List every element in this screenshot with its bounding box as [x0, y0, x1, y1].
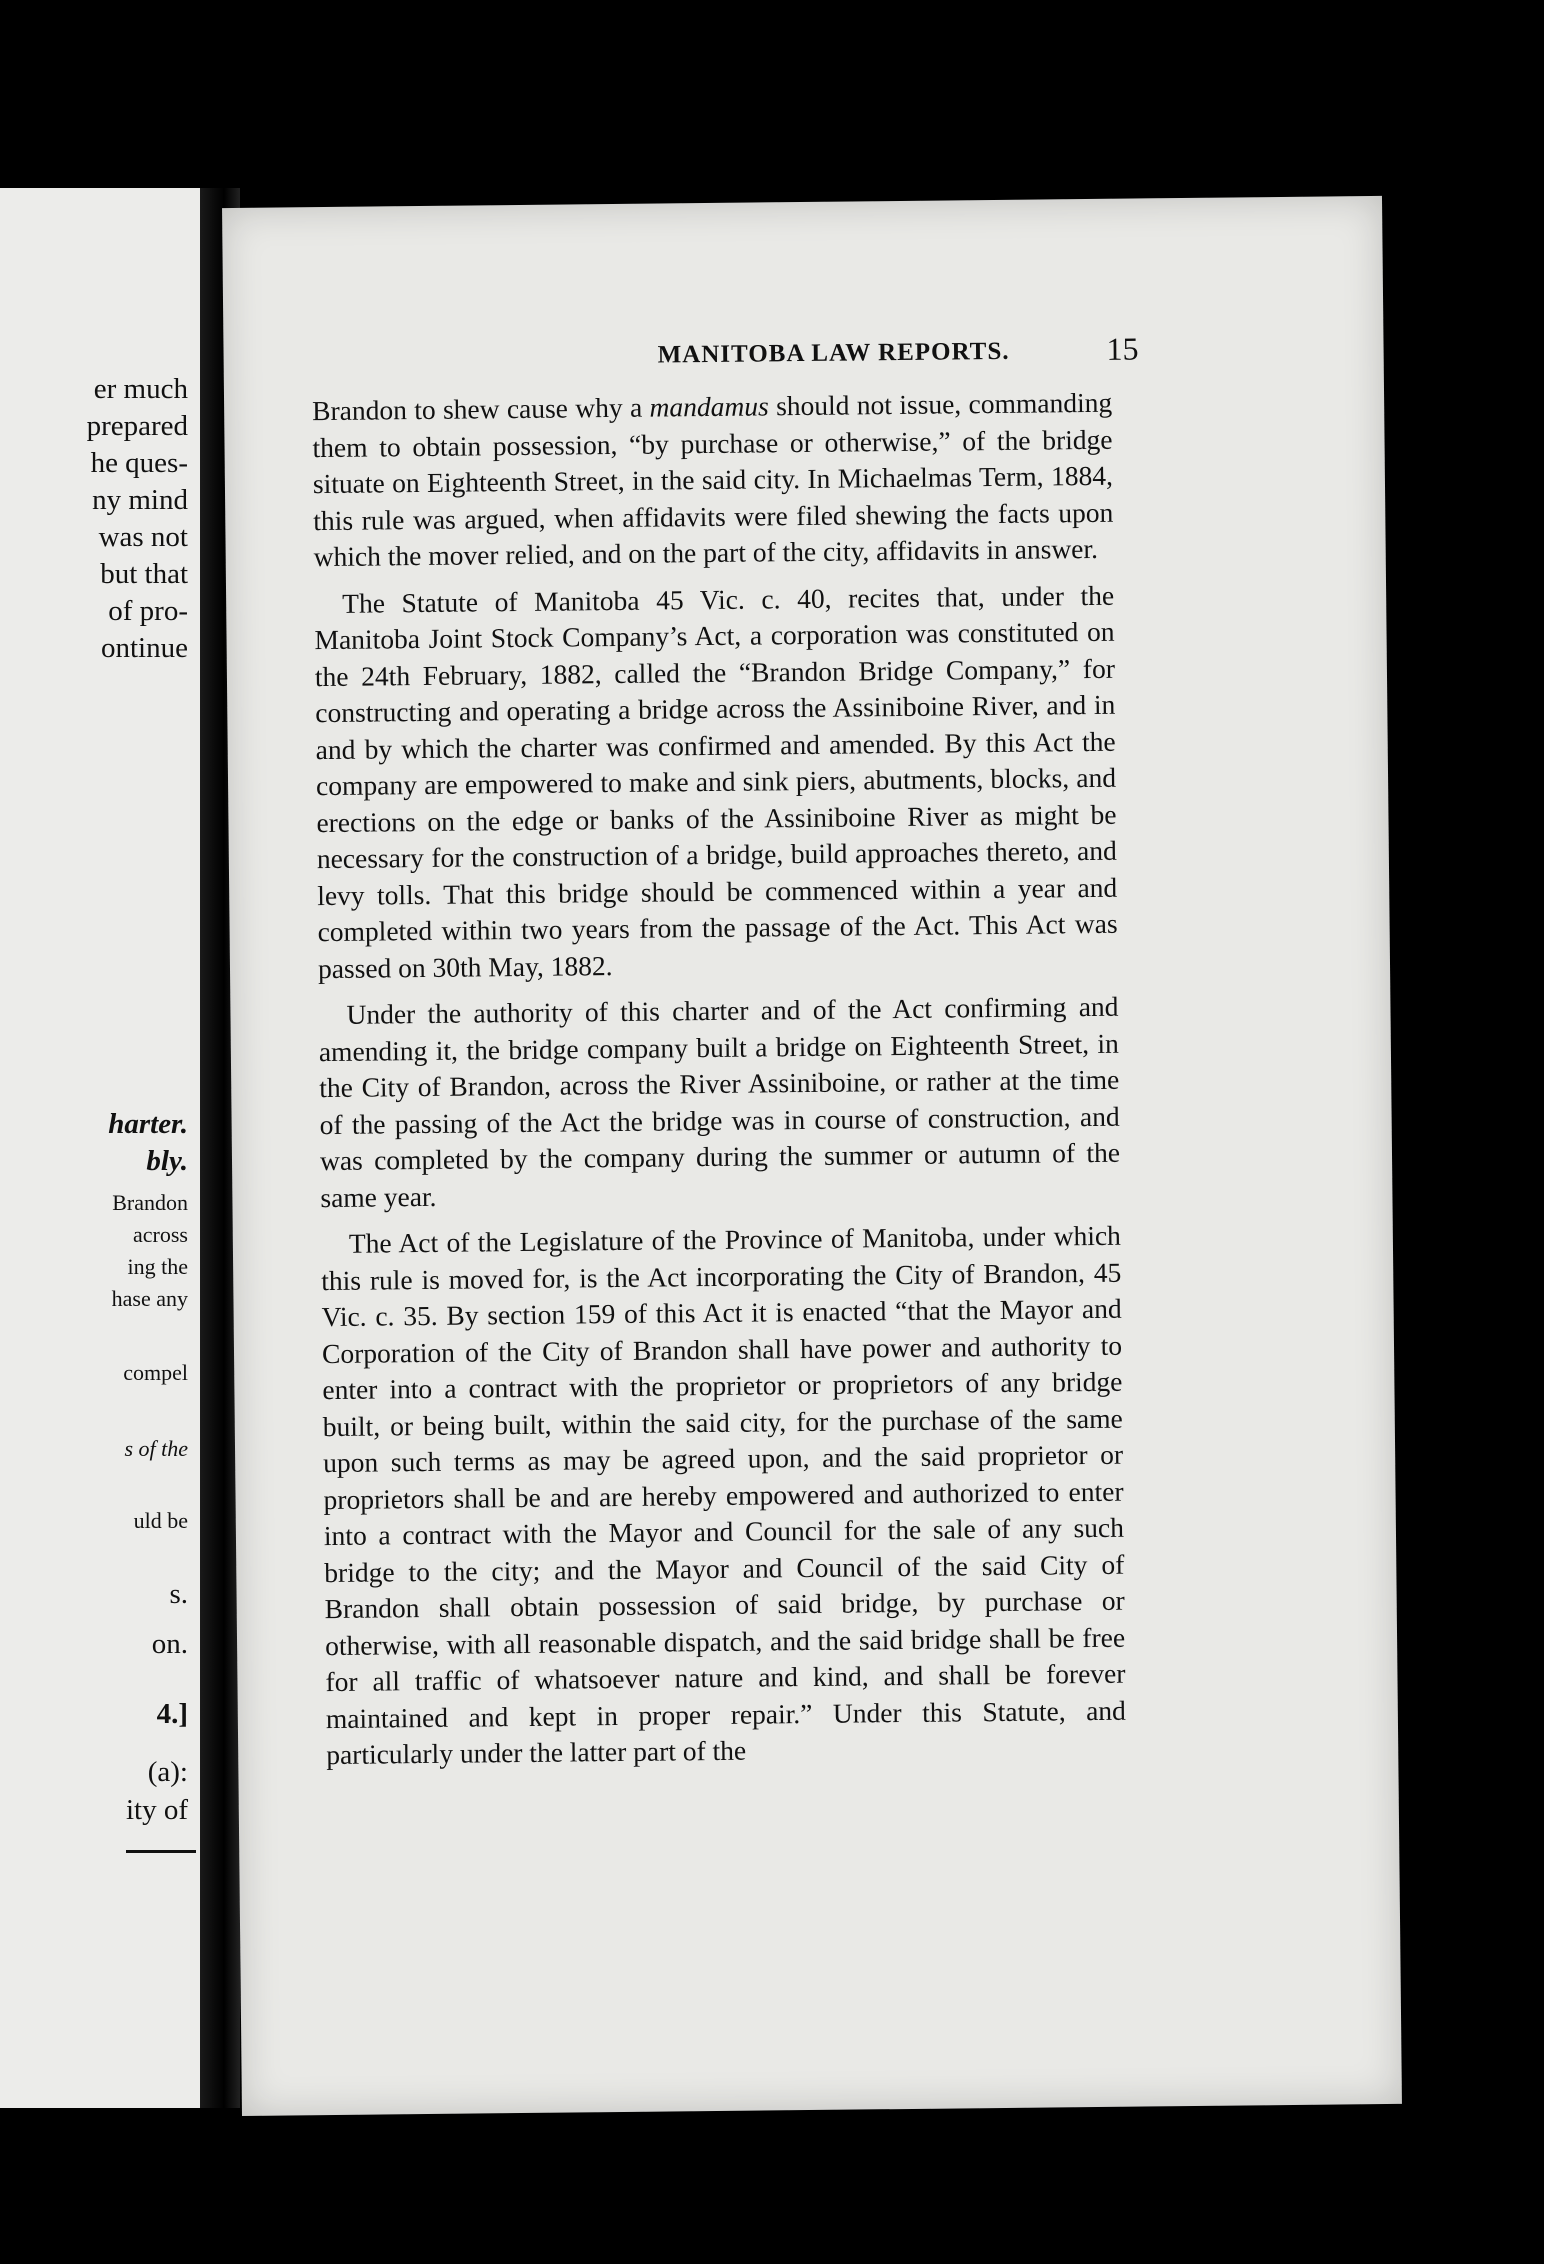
- left-page-line: was not: [98, 521, 188, 553]
- left-page-fragment: [0, 188, 200, 2108]
- left-page-line: uld be: [133, 1508, 188, 1533]
- left-page-line: s of the: [124, 1436, 188, 1461]
- paragraph: [312, 385, 1114, 576]
- paragraph: [318, 989, 1120, 1216]
- left-page-line: compel: [123, 1360, 188, 1385]
- main-page: [222, 196, 1402, 2116]
- left-page-line: on.: [151, 1628, 188, 1660]
- left-page-line: of pro-: [108, 595, 188, 627]
- paragraph-text: The Act of the Legislature of the Province of Manitoba, under which this rule is moved for, is the Act incorporating the City of Brandon, 45 Vic. c. 35. By section 159 of this Act it is enacted “that the Mayor and Corporation of the City of Brandon shall have power and authority to enter into a contract with the proprietor or proprietors of any bridge built, or being built, within the said city, for the purchase of the same upon such terms as may be agreed upon, and the said proprietor or proprietors shall be and are hereby empowered and authorized to enter into a contract with the Mayor and Council for the sale of any such bridge to the city; and the Mayor and Council of the said City of Brandon shall obtain possession of said bridge, by purchase or otherwise, with all reasonable dispatch, and the said bridge shall be free for all traffic of whatsoever nature and kind, and shall be forever maintained and kept in proper repair.” Under this Statute, and particularly under the latter part of the: [321, 1219, 1126, 1771]
- paragraph-text: should not issue, commanding them to obtain possession, “by purchase or otherwise,” of the bridge situate on Eighteenth Street, in the said city. In Michaelmas Term, 1884, this rule was argued, when affidavits were filed shewing the facts upon which the mover relied, and on the part of the city, affidavits in answer.: [312, 386, 1114, 573]
- left-page-line: harter.: [108, 1108, 188, 1140]
- left-page-line: ity of: [125, 1794, 188, 1826]
- left-page-line: ontinue: [101, 632, 188, 664]
- page-number: 15: [1106, 330, 1139, 367]
- left-page-line: across: [133, 1222, 188, 1247]
- paragraph: [314, 577, 1118, 987]
- left-page-line: ing the: [127, 1254, 188, 1279]
- paragraph-text: The Statute of Manitoba 45 Vic. c. 40, recites that, under the Manitoba Joint Stock Company’s Act, a corporation was constituted on the 24th February, 1882, called the “Brandon Bridge Company,” for constructing and operating a bridge across the Assiniboine River, and in and by which the charter was confirmed and amended. By this Act the company are empowered to make and sink piers, abutments, blocks, and erections on the edge or banks of the Assiniboine River as might be necessary for the construction of a bridge, build approaches thereto, and levy tolls. That this bridge should be commenced within a year and completed within two years from the passage of the Act. This Act was passed on 30th May, 1882.: [314, 579, 1118, 984]
- left-page-line: er much: [93, 373, 188, 405]
- running-title: MANITOBA LAW REPORTS.: [657, 337, 1010, 369]
- left-page-line: hase any: [111, 1286, 188, 1311]
- paragraph-text: Brandon to shew cause why a: [311, 391, 650, 427]
- left-page-line: (a):: [147, 1756, 188, 1788]
- left-page-line: he ques-: [90, 447, 188, 479]
- left-page-line: s.: [169, 1578, 188, 1610]
- left-page-line: Brandon: [112, 1190, 188, 1215]
- body-text: [312, 385, 1127, 1784]
- left-page-rule: [126, 1850, 196, 1853]
- paragraph-text: Under the authority of this charter and of the Act confirming and amending it, the bridge company built a bridge on Eighteenth Street, in the City of Brandon, across the River Assiniboine, or rather at the time of the passing of the Act the bridge was in course of construction, and was completed by the company during the summer or autumn of the same year.: [318, 990, 1121, 1213]
- left-page-line: but that: [100, 558, 188, 590]
- left-page-line: prepared: [86, 410, 188, 442]
- paragraph: [321, 1218, 1127, 1774]
- left-page-line: ny mind: [92, 484, 188, 516]
- italic-text: mandamus: [649, 390, 769, 423]
- left-page-line: 4.]: [156, 1698, 188, 1730]
- left-page-line: bly.: [146, 1145, 188, 1177]
